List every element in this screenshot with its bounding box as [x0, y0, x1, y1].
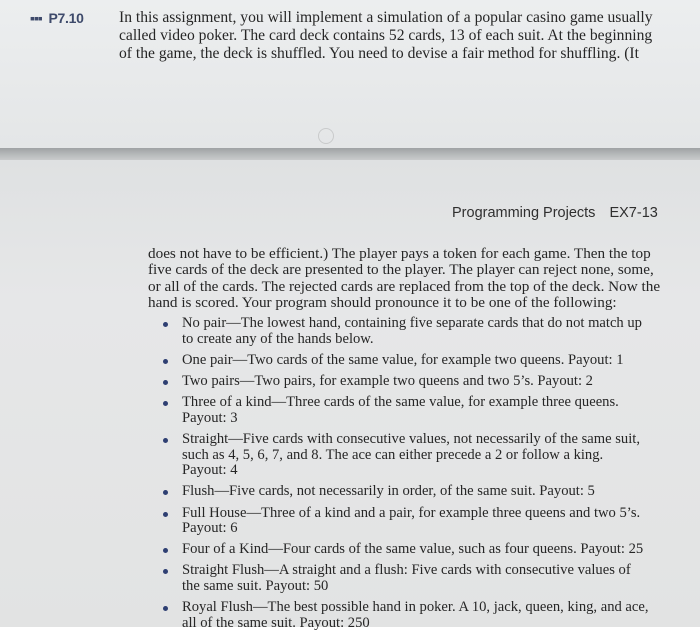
list-item-line: Four of a Kind—Four cards of the same value, such as four queens. Payout: 25	[182, 541, 644, 558]
difficulty-dots-icon: ▪▪▪	[30, 10, 42, 26]
paper-smudge	[318, 128, 334, 144]
running-head	[452, 205, 658, 221]
continuation-paragraph	[148, 246, 668, 312]
page-number: EX7-13	[609, 205, 658, 221]
list-item-line: Royal Flush—The best possible hand in poker. A 10, jack, queen, king, and ace,	[182, 599, 649, 616]
bullet-icon	[163, 569, 168, 574]
list-item-line: the same suit. Payout: 50	[182, 578, 329, 595]
list-item-line: to create any of the hands below.	[182, 330, 374, 347]
bullet-icon	[163, 490, 168, 495]
poker-hands-list	[160, 316, 680, 637]
list-item-line: Straight Flush—A straight and a flush: Five cards with consecutive values of	[182, 562, 631, 579]
paragraph-line: hand is scored. Your program should pronounce it to be one of the following:	[148, 294, 617, 312]
paragraph-line: does not have to be efficient.) The player pays a token for each game. Then the top	[148, 245, 651, 262]
list-item-line: such as 4, 5, 6, 7, and 8. The ace can either precede a 2 or follow a king.	[182, 446, 604, 463]
list-item	[160, 432, 680, 479]
intro-line: In this assignment, you will implement a simulation of a popular casino game usually	[119, 9, 653, 26]
bullet-icon	[163, 548, 168, 553]
intro-line: of the game, the deck is shuffled. You need to devise a fair method for shuffling. (It	[119, 45, 639, 62]
paragraph-line: five cards of the deck are presented to the player. The player can reject none, some,	[148, 261, 654, 279]
bullet-icon	[163, 380, 168, 385]
page-gutter-shadow	[0, 148, 700, 160]
problem-intro	[119, 9, 679, 63]
list-item-line: Straight—Five cards with consecutive values, not necessarily of the same suit,	[182, 430, 640, 447]
bullet-icon	[163, 438, 168, 443]
bullet-icon	[163, 359, 168, 364]
list-item	[160, 353, 680, 369]
problem-marker	[30, 10, 84, 26]
list-item-line: Payout: 4	[182, 462, 238, 479]
running-head-title: Programming Projects	[452, 205, 596, 221]
bullet-icon	[163, 512, 168, 517]
list-item	[160, 316, 680, 347]
list-item	[160, 395, 680, 426]
list-item	[160, 484, 680, 500]
bullet-icon	[163, 606, 168, 611]
list-item-line: Flush—Five cards, not necessarily in order, of the same suit. Payout: 5	[182, 483, 595, 500]
bullet-icon	[163, 322, 168, 327]
list-item-line: Payout: 3	[182, 409, 238, 426]
list-item-line: Three of a kind—Three cards of the same value, for example three queens.	[182, 394, 619, 411]
list-item-line: No pair—The lowest hand, containing five separate cards that do not match up	[182, 315, 642, 331]
list-item-line: all of the same suit. Payout: 250	[182, 614, 370, 631]
list-item-line: Two pairs—Two pairs, for example two queens and two 5’s. Payout: 2	[182, 372, 593, 389]
list-item	[160, 506, 680, 537]
problem-number: P7.10	[48, 10, 84, 26]
list-item-line: One pair—Two cards of the same value, for example two queens. Payout: 1	[182, 351, 624, 368]
bullet-icon	[163, 401, 168, 406]
list-item	[160, 374, 680, 390]
intro-line: called video poker. The card deck contains 52 cards, 13 of each suit. At the beginning	[119, 27, 653, 44]
list-item-line: Full House—Three of a kind and a pair, for example three queens and two 5’s.	[182, 504, 641, 521]
list-item-line: Payout: 6	[182, 520, 238, 537]
paragraph-line: or all of the cards. The rejected cards are replaced from the top of the deck. Now the	[148, 277, 661, 295]
list-item	[160, 563, 680, 594]
list-item	[160, 542, 680, 558]
